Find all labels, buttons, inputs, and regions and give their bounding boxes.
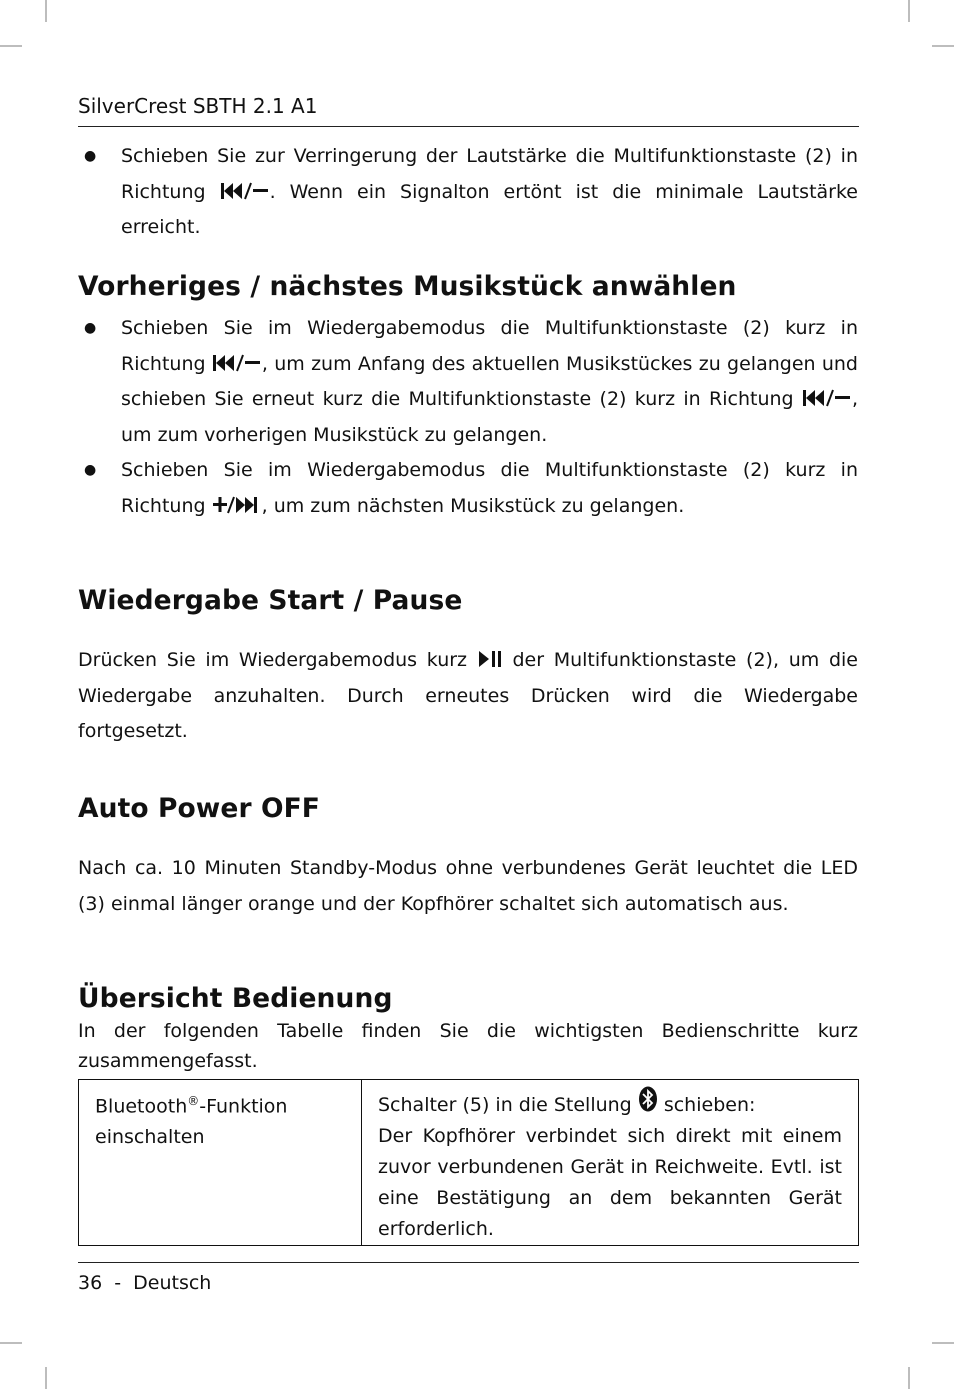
crop-mark <box>932 45 954 47</box>
plus-next-icon <box>212 495 262 515</box>
table-cell-action <box>362 1080 859 1246</box>
paragraph-text: Drücken Sie im Wiedergabemodus kurz <box>78 649 477 671</box>
crop-mark <box>45 0 47 22</box>
bullet-text: , um zum nächsten Musikstück zu gelangen. <box>261 494 685 517</box>
footer-language: Deutsch <box>133 1272 212 1294</box>
crop-mark <box>0 45 22 47</box>
bullet-text: Schieben Sie im Wiedergabemodus die Multifunktionstaste (2) kurz in Richtung <box>121 317 858 375</box>
bullet-dot: ● <box>84 462 97 478</box>
bullet-text: . Wenn ein Signalton ertönt ist die minimale Lautstärke erreicht. <box>121 180 858 238</box>
list-item <box>78 139 858 246</box>
cell-text: Bluetooth <box>95 1095 188 1118</box>
crop-mark <box>908 1367 910 1389</box>
list-item <box>78 311 858 453</box>
bullet-text: , um zum Anfang des aktuellen Musikstückes zu gelangen und schieben Sie erneut kurz die Multifunktionstaste (2) kurz in Richtung <box>121 352 858 410</box>
header-rule <box>78 126 859 127</box>
prev-minus-icon <box>802 388 852 408</box>
section-heading-auto-off: Auto Power OFF <box>78 793 320 824</box>
bullet-text: Schieben Sie zur Verringerung der Lautstärke die Multifunktionstaste (2) in Richtung <box>121 145 858 203</box>
play-pause-icon <box>477 649 503 669</box>
cell-text: Schalter (5) in die Stellung <box>378 1094 638 1116</box>
crop-mark <box>908 0 910 22</box>
operations-table <box>78 1079 859 1246</box>
page-number: 36 <box>78 1272 103 1294</box>
section-heading-track: Vorheriges / nächstes Musikstück anwählen <box>78 271 737 302</box>
running-header: SilverCrest SBTH 2.1 A1 <box>78 94 318 118</box>
section-heading-play: Wiedergabe Start / Pause <box>78 585 463 616</box>
crop-mark <box>932 1342 954 1344</box>
bullet-dot: ● <box>84 148 97 164</box>
table-row <box>79 1080 859 1246</box>
crop-mark <box>45 1367 47 1389</box>
crop-mark <box>0 1342 22 1344</box>
bullet-text: , um zum vorherigen Musikstück zu gelangen. <box>121 388 858 446</box>
cell-text: schieben: <box>657 1094 756 1116</box>
footer-separator: - <box>114 1272 122 1294</box>
list-item <box>78 453 858 524</box>
page-footer <box>78 1270 211 1296</box>
table-cell-function <box>79 1080 362 1246</box>
cell-text: -Funktion einschalten <box>95 1095 288 1149</box>
prev-minus-icon <box>220 181 270 201</box>
registered-mark: ® <box>187 1094 200 1108</box>
footer-rule <box>78 1262 859 1263</box>
prev-minus-icon <box>212 353 262 373</box>
paragraph: Nach ca. 10 Minuten Standby-Modus ohne verbundenes Gerät leuchtet die LED (3) einmal länger orange und der Kopfhörer schaltet sich automatisch aus. <box>78 857 858 915</box>
section-heading-overview: Übersicht Bedienung <box>78 983 393 1014</box>
paragraph <box>78 643 858 750</box>
bullet-dot: ● <box>84 320 97 336</box>
bullet-text: Schieben Sie im Wiedergabemodus die Multifunktionstaste (2) kurz in Richtung <box>121 459 858 517</box>
paragraph: In der folgenden Tabelle finden Sie die wichtigsten Bedienschritte kurz zusammengefasst. <box>78 1020 858 1072</box>
bluetooth-icon <box>638 1086 658 1112</box>
cell-text: Der Kopfhörer verbindet sich direkt mit einem zuvor verbundenen Gerät in Reichweite. Evtl. ist eine Bestätigung an dem bekannten Gerät erforderlich. <box>378 1125 842 1240</box>
paragraph-text: der Multifunktionstaste (2), um die Wiedergabe anzuhalten. Durch erneutes Drücken wird die Wiedergabe fortgesetzt. <box>78 649 858 742</box>
